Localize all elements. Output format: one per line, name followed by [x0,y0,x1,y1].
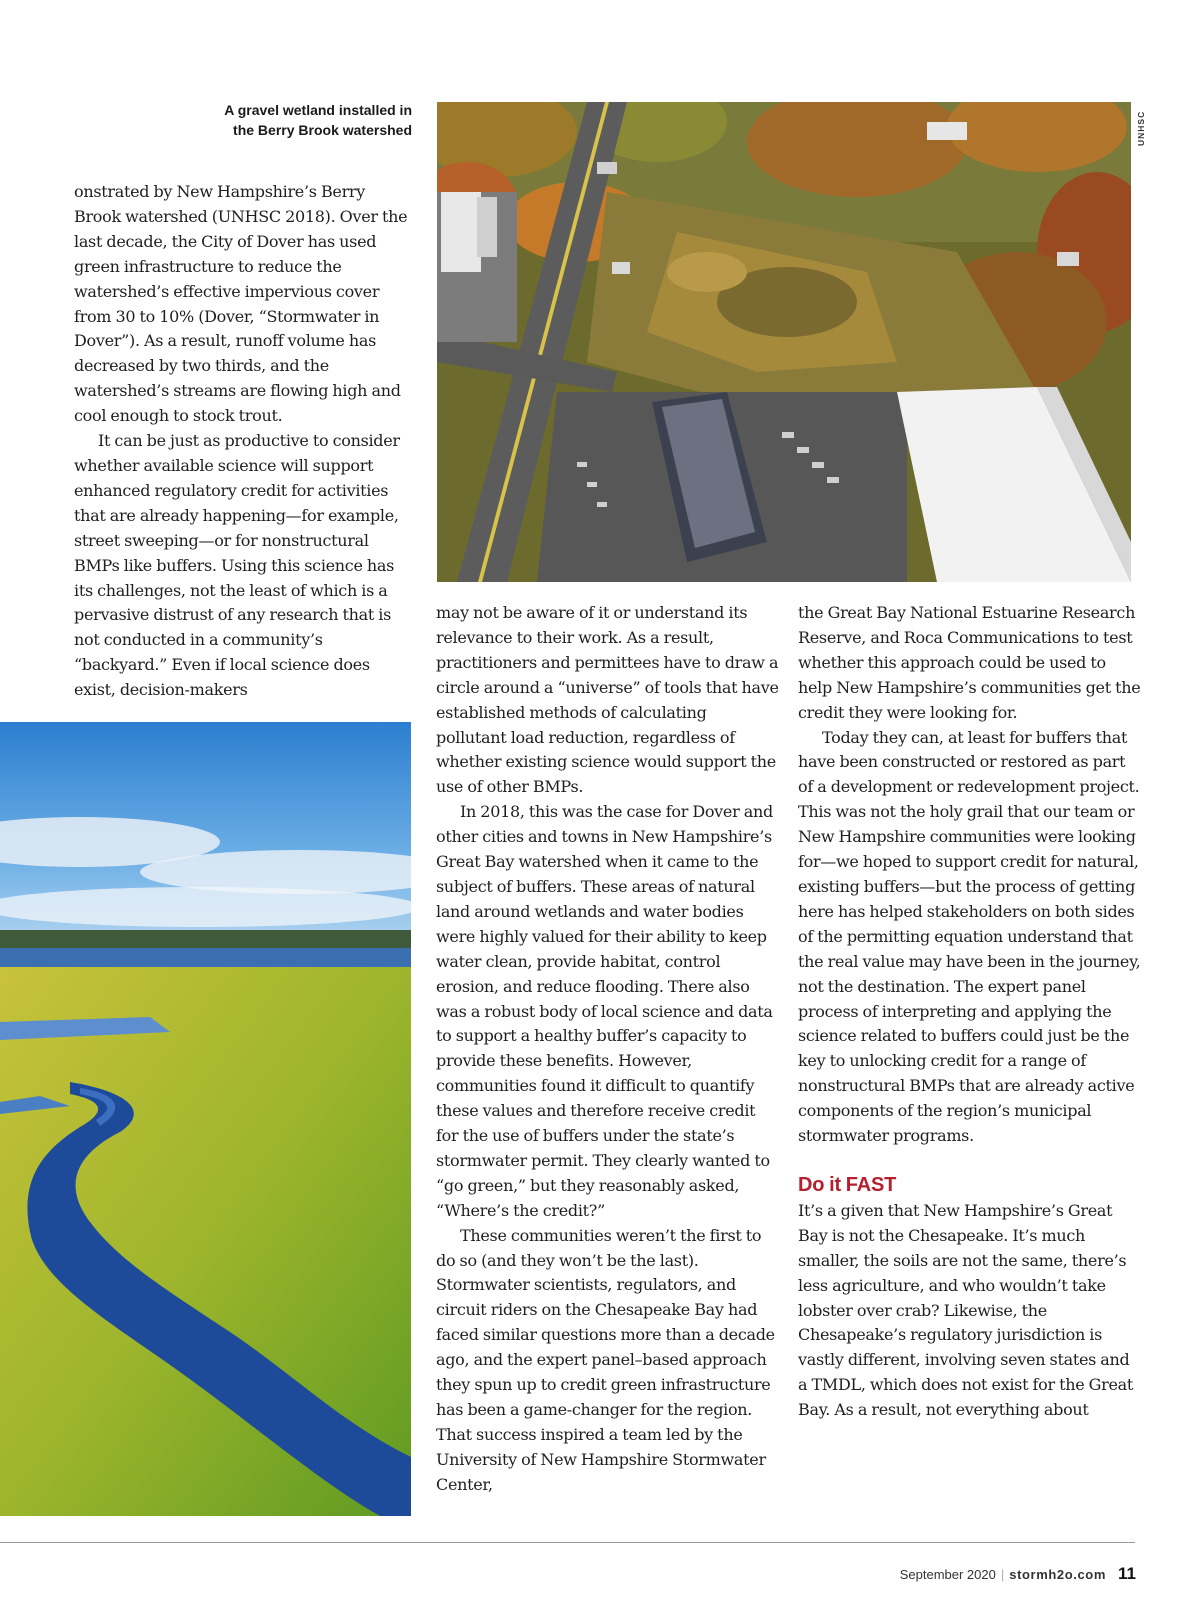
body-column-1 [74,180,414,703]
body-column-3 [798,601,1142,1423]
page-number: 11 [1118,1564,1136,1583]
column3-paragraph-1: the Great Bay National Estuarine Research Reserve, and Roca Communications to test whether this approach could be used to help New Hampshire’s communities get the credit they were looking for. [798,603,1141,722]
footer-site: stormh2o.com [1009,1567,1107,1582]
column1-paragraph-1: onstrated by New Hampshire’s Berry Brook watershed (UNHSC 2018). Over the last decade, the City of Dover has used green infrastructure to reduce the watershed’s effective impervious cover from 30 to 10% (Dover, “Stormwater in Dover”). As a result, runoff volume has decreased by two thirds, and the watershed’s streams are flowing high and cool enough to stock trout. [74,182,408,426]
body-column-2 [436,601,779,1498]
page-footer [900,1564,1136,1584]
column2-paragraph-2: In 2018, this was the case for Dover and other cities and towns in New Hampshire’s Great Bay watershed when it came to the subject of buffers. These areas of natural land around wetlands and water bodies were highly valued for their ability to keep water clean, provide habitat, control erosion, and reduce flooding. There also was a robust body of local science and data to support a healthy buffer’s capacity to provide these benefits. However, communities found it difficult to quantify these values and therefore receive credit for the use of buffers under the state’s stormwater permit. They clearly wanted to “go green,” but they reasonably asked, “Where’s the credit?” [436,802,773,1220]
photo-caption [150,100,412,140]
column2-paragraph-3: These communities weren’t the first to do so (and they won’t be the last). Stormwater scientists, regulators, and circuit riders on the Chesapeake Bay had faced similar questions more than a decade ago, and the expert panel–based approach they spun up to credit green infrastructure has been a game-changer for the region. That success inspired a team led by the University of New Hampshire Stormwater Center, [436,1225,775,1494]
salt-marsh-illustration [0,722,411,1516]
footer-separator: | [1000,1567,1005,1582]
salt-marsh-photo [0,722,411,1516]
footer-date: September 2020 [899,1567,996,1582]
aerial-wetland-photo [437,102,1131,582]
column3-paragraph-3: It’s a given that New Hampshire’s Great Bay is not the Chesapeake. It’s much smaller, the soils are not the same, there’s less agriculture, and who wouldn’t take lobster over crab? Likewise, the Chesapeake’s regulatory jurisdiction is vastly different, involving seven states and a TMDL, which does not exist for the Great Bay. As a result, not everything about [798,1200,1134,1420]
photo-credit: UNHSC [1136,110,1146,146]
column1-paragraph-2: It can be just as productive to consider whether available science will support enhanced regulatory credit for activities that are already happening—for example, street sweeping—or for nonstructural BMPs like buffers. Using this science has its challenges, not the least of which is a pervasive distrust of any research that is not conducted in a community’s “backyard.” Even if local science does exist, decision-makers [74,431,400,700]
caption-line-2: the Berry Brook watershed [233,122,412,138]
footer-rule [0,1542,1135,1543]
column2-paragraph-1: may not be aware of it or understand its relevance to their work. As a result, practitioners and permittees have to draw a circle around a “universe” of tools that have established methods of calculating pollutant load reduction, regardless of whether existing science would support the use of other BMPs. [436,603,779,797]
section-heading: Do it FAST [798,1173,897,1196]
caption-line-1: A gravel wetland installed in [224,102,412,118]
aerial-wetland-illustration [437,102,1131,582]
column3-paragraph-2: Today they can, at least for buffers that have been constructed or restored as part of a development or redevelopment project. This was not the holy grail that our team or New Hampshire communities were looking for—we hoped to support credit for natural, existing buffers—but the process of getting here has helped stakeholders on both sides of the permitting equation understand that the real value may have been in the journey, not the destination. The expert panel process of interpreting and applying the science related to buffers could just be the key to unlocking credit for a range of nonstructural BMPs that are already active components of the region’s municipal stormwater programs. [798,727,1141,1146]
